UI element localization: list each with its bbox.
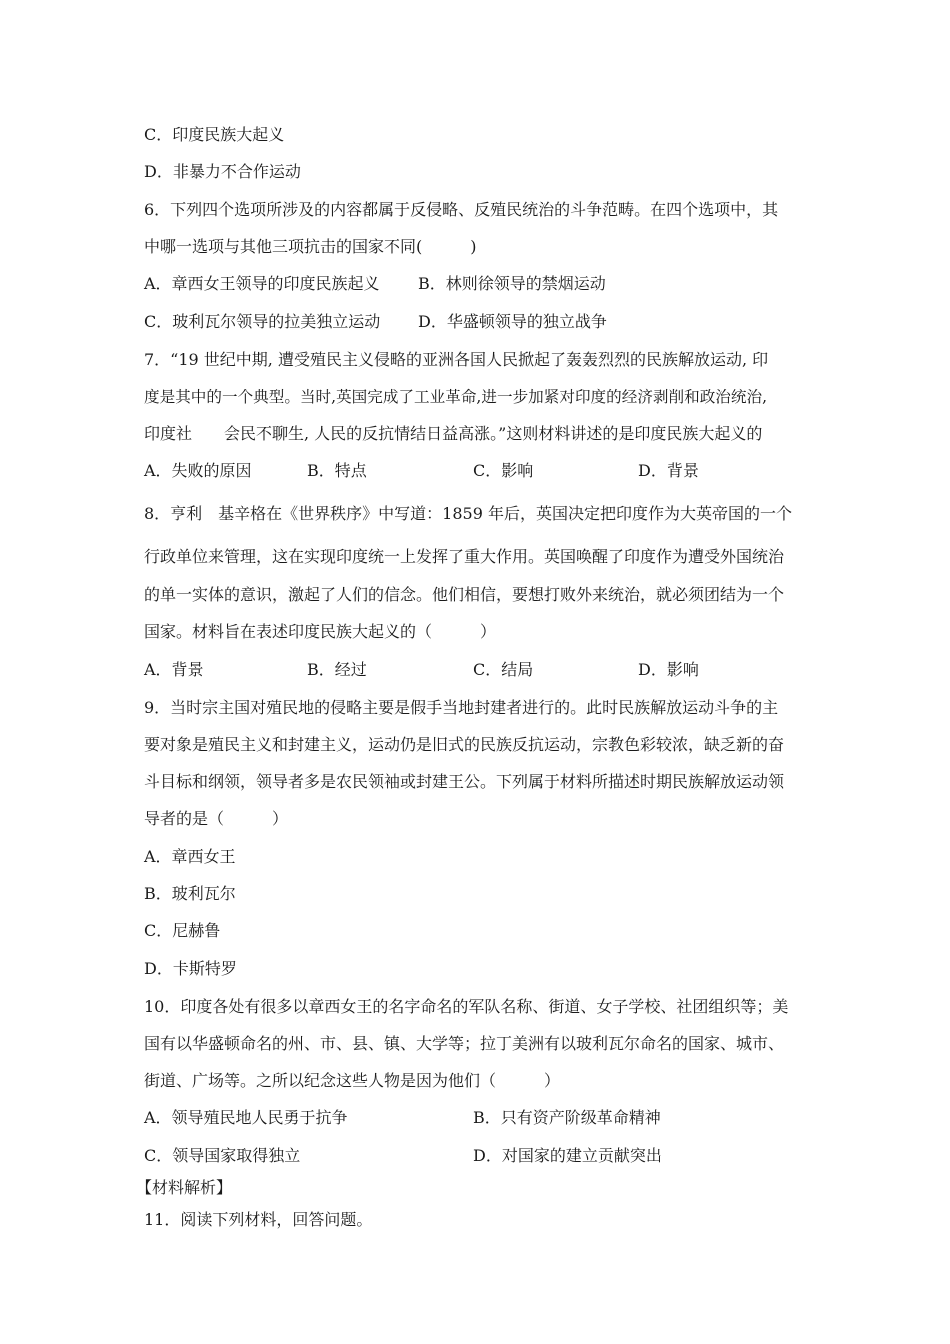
- q9-option-a: A．章西女王: [144, 847, 236, 866]
- q8-stem-line-1: 8．亨利 基辛格在《世界秩序》中写道：1859 年后，英国决定把印度作为大英帝国的一个: [144, 504, 792, 523]
- q9-stem-line-4: 导者的是（ ）: [144, 809, 289, 828]
- q8-option-b: B．经过: [307, 660, 367, 679]
- q9-option-d: D．卡斯特罗: [144, 959, 237, 978]
- q9-stem-line-3: 斗目标和纲领，领导者多是农民领袖或封建王公。下列属于材料所描述时期民族解放运动领: [144, 772, 785, 791]
- q7-option-a: A．失败的原因: [144, 461, 252, 480]
- q9-option-b: B．玻利瓦尔: [144, 884, 236, 903]
- q10-option-a: A．领导殖民地人民勇于抗争: [144, 1108, 348, 1127]
- q9-stem-line-2: 要对象是殖民主义和封建主义，运动仍是旧式的民族反抗运动，宗教色彩较浓，缺乏新的奋: [144, 735, 785, 754]
- q10-stem-line-3: 街道、广场等。之所以纪念这些人物是因为他们（ ）: [144, 1071, 561, 1090]
- q8-option-d: D．影响: [638, 660, 699, 679]
- q9-option-c: C．尼赫鲁: [144, 921, 221, 940]
- q6-option-a: A．章西女王领导的印度民族起义: [144, 274, 380, 293]
- q10-option-d: D．对国家的建立贡献突出: [473, 1146, 662, 1165]
- q6-option-d: D．华盛顿领导的独立战争: [418, 312, 607, 331]
- q8-option-a: A．背景: [144, 660, 204, 679]
- q6-stem-line-2: 中哪一选项与其他三项抗击的国家不同( ): [144, 237, 477, 256]
- q7-option-c: C．影响: [473, 461, 534, 480]
- q10-option-c: C．领导国家取得独立: [144, 1146, 301, 1165]
- section-heading: 【材料解析】: [136, 1178, 233, 1197]
- q6-option-c: C．玻利瓦尔领导的拉美独立运动: [144, 312, 381, 331]
- q7-option-d: D．背景: [638, 461, 699, 480]
- q5-option-c: C．印度民族大起义: [144, 125, 285, 144]
- q5-option-d: D．非暴力不合作运动: [144, 162, 301, 181]
- q9-stem-line-1: 9．当时宗主国对殖民地的侵略主要是假手当地封建者进行的。此时民族解放运动斗争的主: [144, 698, 779, 717]
- q8-stem-line-3: 的单一实体的意识，激起了人们的信念。他们相信，要想打败外来统治，就必须团结为一个: [144, 585, 785, 604]
- q8-stem-line-2: 行政单位来管理，这在实现印度统一上发挥了重大作用。英国唤醒了印度作为遭受外国统治: [144, 547, 785, 566]
- q6-option-b: B．林则徐领导的禁烟运动: [418, 274, 606, 293]
- q7-option-b: B．特点: [307, 461, 367, 480]
- q7-stem-line-3: 印度社 会民不聊生, 人民的反抗情结日益高涨。”这则材料讲述的是印度民族大起义的: [144, 424, 763, 443]
- q11-stem-line-1: 11．阅读下列材料，回答问题。: [144, 1210, 373, 1229]
- q8-stem-line-4: 国家。材料旨在表述印度民族大起义的（ ）: [144, 622, 497, 641]
- q10-stem-line-1: 10．印度各处有很多以章西女王的名字命名的军队名称、街道、女子学校、社团组织等；美: [144, 997, 789, 1016]
- q7-stem-line-1: 7．“19 世纪中期, 遭受殖民主义侵略的亚洲各国人民掀起了轰轰烈烈的民族解放运动, 印: [144, 350, 769, 369]
- q7-stem-line-2: 度是其中的一个典型。当时,英国完成了工业革命,进一步加紧对印度的经济剥削和政治统治,: [144, 388, 768, 406]
- q10-stem-line-2: 国有以华盛顿命名的州、市、县、镇、大学等；拉丁美洲有以玻利瓦尔命名的国家、城市、: [144, 1034, 785, 1053]
- q10-option-b: B．只有资产阶级革命精神: [473, 1108, 661, 1127]
- q8-option-c: C．结局: [473, 660, 534, 679]
- q6-stem-line-1: 6．下列四个选项所涉及的内容都属于反侵略、反殖民统治的斗争范畴。在四个选项中，其: [144, 200, 779, 219]
